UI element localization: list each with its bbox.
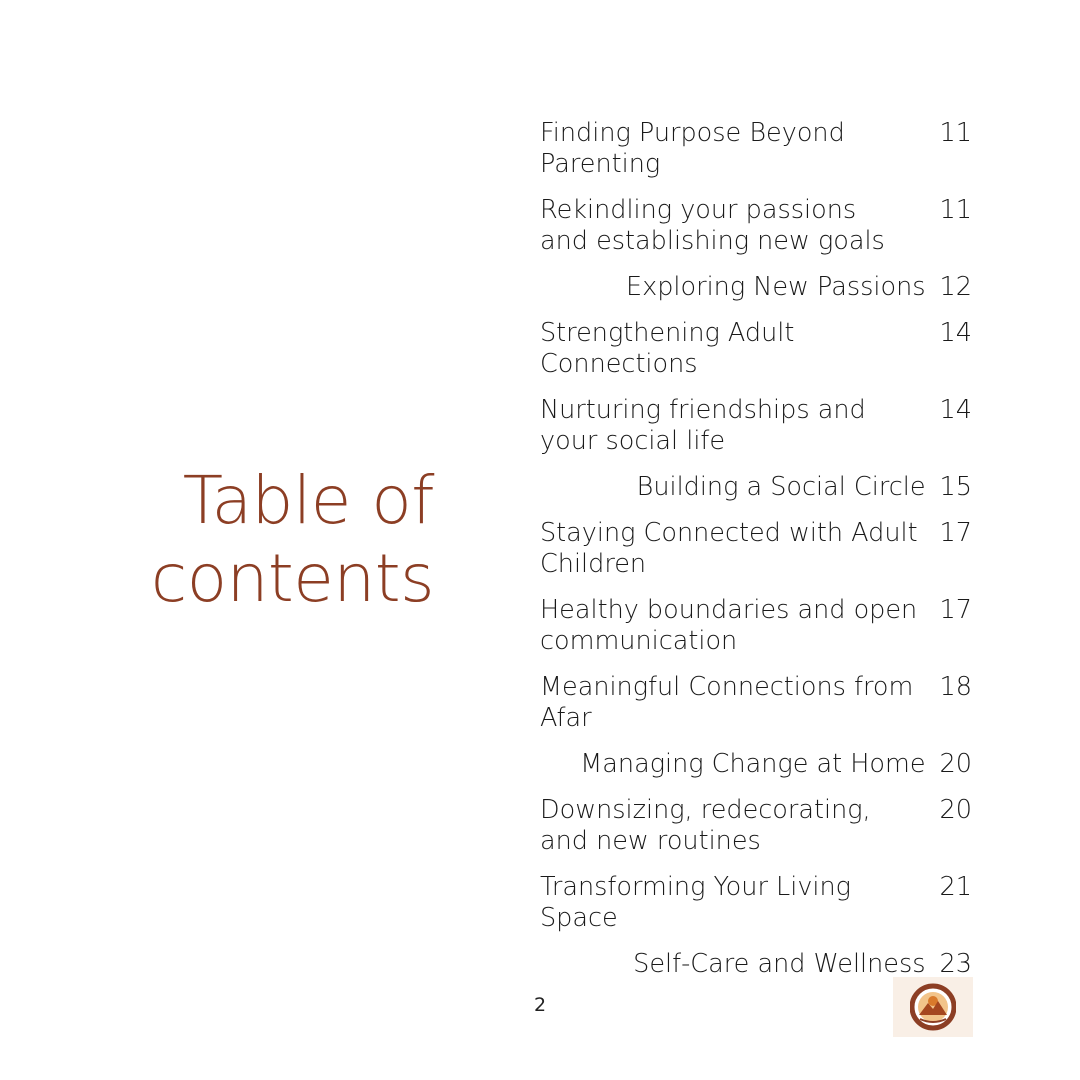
page-title-line-1: Table of xyxy=(182,462,434,539)
toc-entry-page-number: 17 xyxy=(939,518,972,548)
toc-entry[interactable] xyxy=(540,795,972,857)
toc-entry[interactable] xyxy=(540,749,972,780)
toc-entry-title: Building a Social Circle xyxy=(636,472,926,502)
toc-entry-title: Transforming Your Living Space xyxy=(540,872,851,933)
toc-entry-page-number: 20 xyxy=(939,795,972,825)
toc-entry-title: Nurturing friendships and your social life xyxy=(540,395,866,456)
toc-entry-page-number: 12 xyxy=(939,272,972,302)
toc-entry[interactable] xyxy=(540,472,972,503)
toc-entry-title: Self-Care and Wellness xyxy=(633,949,926,976)
toc-entry[interactable] xyxy=(540,949,972,976)
toc-entry-title: Downsizing, redecorating, and new routines xyxy=(540,795,871,856)
toc-entry-title: Rekindling your passions and establishing new goals xyxy=(540,195,885,256)
toc-entry-page-number: 20 xyxy=(939,749,972,779)
brand-logo-icon xyxy=(910,979,956,1035)
toc-entry-title: Exploring New Passions xyxy=(626,272,926,302)
toc-entry-page-number: 11 xyxy=(939,118,972,148)
toc-entry-page-number: 21 xyxy=(939,872,972,902)
toc-entry[interactable] xyxy=(540,518,972,580)
page-title xyxy=(100,462,434,618)
brand-logo xyxy=(893,977,973,1037)
toc-entry[interactable] xyxy=(540,395,972,457)
toc-entry-page-number: 23 xyxy=(939,949,972,976)
toc-entry-title: Managing Change at Home xyxy=(580,749,926,779)
toc-entry-page-number: 14 xyxy=(939,318,972,348)
table-of-contents-list xyxy=(540,118,972,976)
toc-entry-title: Strengthening Adult Connections xyxy=(540,318,795,379)
toc-entry-page-number: 11 xyxy=(939,195,972,225)
toc-entry[interactable] xyxy=(540,318,972,380)
toc-entry-page-number: 14 xyxy=(939,395,972,425)
toc-entry-title: Staying Connected with Adult Children xyxy=(540,518,918,579)
toc-entry[interactable] xyxy=(540,872,972,934)
toc-entry-page-number: 18 xyxy=(939,672,972,702)
toc-entry-page-number: 17 xyxy=(939,595,972,625)
toc-entry[interactable] xyxy=(540,272,972,303)
toc-entry-title: Healthy boundaries and open communication xyxy=(540,595,918,656)
toc-entry-title: Meaningful Connections from Afar xyxy=(540,672,914,733)
toc-entry[interactable] xyxy=(540,195,972,257)
toc-entry[interactable] xyxy=(540,118,972,180)
toc-entry-title: Finding Purpose Beyond Parenting xyxy=(540,118,845,179)
toc-entry[interactable] xyxy=(540,595,972,657)
toc-entry-page-number: 15 xyxy=(939,472,972,502)
toc-entry[interactable] xyxy=(540,672,972,734)
page-number: 2 xyxy=(533,994,547,1016)
page-title-line-2: contents xyxy=(150,540,434,617)
